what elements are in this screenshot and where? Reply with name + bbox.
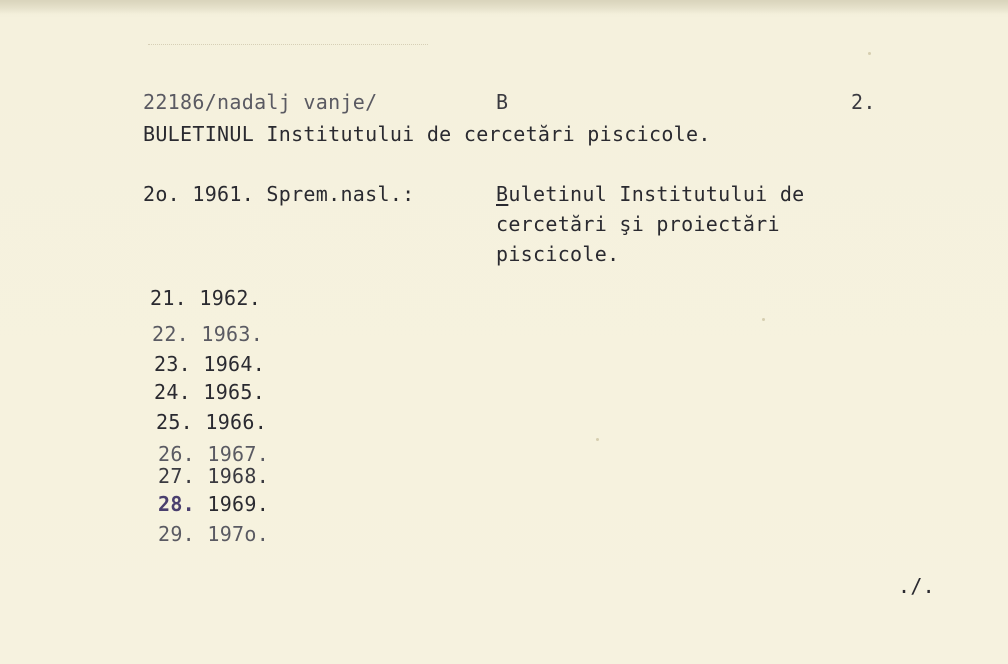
new-title-initial: B	[496, 182, 509, 206]
volume-row	[158, 492, 269, 516]
faint-marks	[148, 44, 428, 55]
volume-row	[154, 380, 265, 404]
volume-number: 28.	[158, 492, 196, 516]
new-title-line-1-rest: uletinul Institutului de	[508, 182, 805, 206]
volume-row	[158, 442, 269, 466]
volume-number: 24.	[154, 380, 192, 404]
continued-mark: ./.	[898, 574, 936, 598]
volume-year: 197o.	[207, 522, 270, 546]
card-top-edge	[0, 0, 1008, 14]
volume-year: 1965.	[203, 380, 266, 404]
paper-speck	[868, 52, 871, 55]
volume-number: 25.	[156, 410, 194, 434]
volume-year: 1963.	[201, 322, 264, 346]
volume-year: 1968.	[207, 464, 270, 488]
volume-number: 27.	[158, 464, 196, 488]
new-title-line-1	[496, 182, 805, 206]
volume-year: 1966.	[205, 410, 268, 434]
volume-row	[156, 410, 267, 434]
card-page-number: 2.	[851, 90, 876, 114]
new-title-line-2: cercetări şi proiectări	[496, 212, 780, 236]
volume-number: 26.	[158, 442, 196, 466]
volume-number: 21.	[150, 286, 188, 310]
card-title: BULETINUL Institutului de cercetări piscicole.	[143, 122, 711, 146]
volume-row	[152, 322, 263, 346]
new-title-line-3: piscicole.	[496, 242, 620, 266]
volume-number: 29.	[158, 522, 196, 546]
volume-year: 1967.	[207, 442, 270, 466]
volume-year: 1964.	[203, 352, 266, 376]
volume-row	[158, 464, 269, 488]
paper-speck	[596, 438, 599, 441]
card-letter: B	[496, 90, 509, 114]
volume-number: 23.	[154, 352, 192, 376]
volume-row	[150, 286, 261, 310]
continuation-issue: 2o. 1961. Sprem.nasl.:	[143, 182, 415, 206]
volume-number: 22.	[152, 322, 190, 346]
volume-row	[158, 522, 269, 546]
paper-speck	[762, 318, 765, 321]
volume-year: 1969.	[207, 492, 270, 516]
card-reference: 22186/nadalj vanje/	[143, 90, 378, 114]
volume-year: 1962.	[199, 286, 262, 310]
volume-row	[154, 352, 265, 376]
